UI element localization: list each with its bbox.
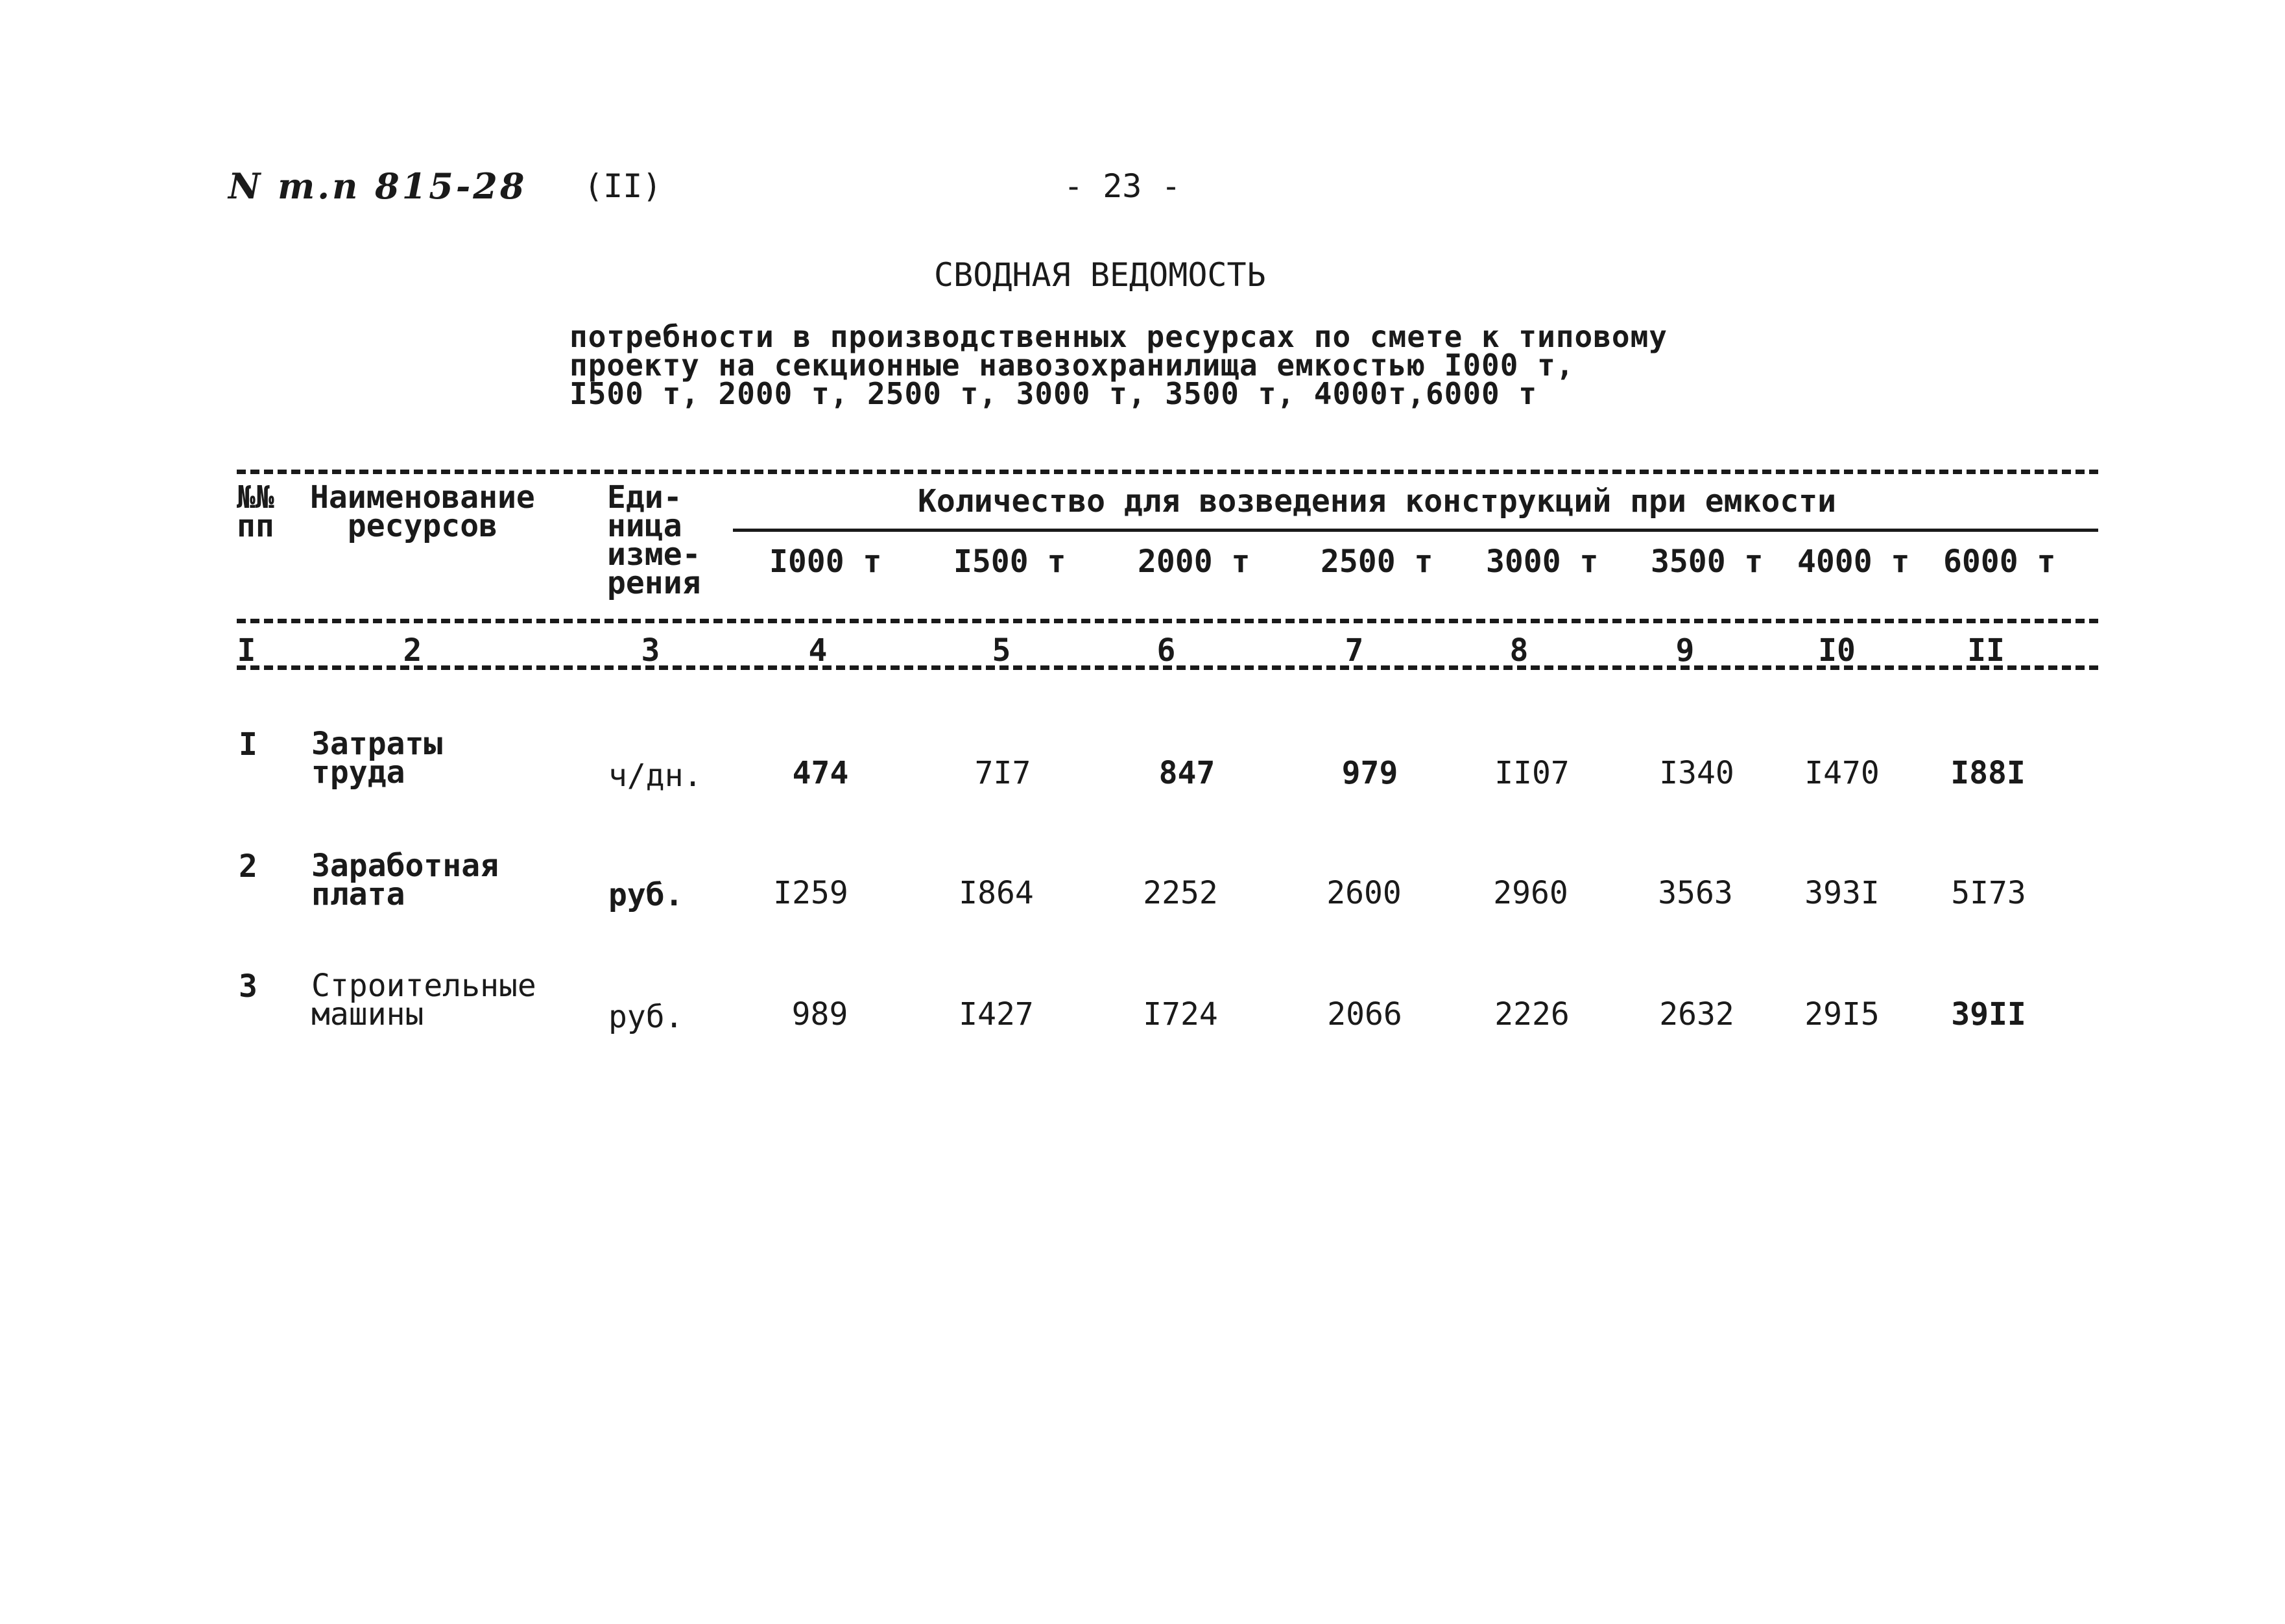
capacity-header: 6000 т (1943, 543, 2056, 580)
row-number: 3 (239, 968, 257, 1005)
capacity-header: 2000 т (1138, 543, 1250, 580)
capacity-header: 3000 т (1486, 543, 1599, 580)
capacity-header: 4000 т (1797, 543, 1910, 580)
row-name: Строительные машины (311, 968, 536, 1033)
document-title: СВОДНАЯ ВЕДОМОСТЬ (934, 256, 1266, 294)
group-header-underline (733, 529, 2098, 532)
column-number: I (237, 632, 256, 669)
table-cell: 3563 (1658, 875, 1733, 911)
row-number: 2 (239, 848, 257, 885)
table-cell: 5I73 (1951, 875, 2026, 911)
column-number: I0 (1818, 632, 1856, 669)
table-cell: 2600 (1326, 875, 1402, 911)
capacity-header: 2500 т (1321, 543, 1433, 580)
subtitle-line: проекту на секционные навозохранилища емкостью I000 т, (569, 348, 1575, 383)
column-number: 3 (641, 632, 660, 669)
column-number: 6 (1156, 632, 1176, 669)
table-cell: 39II (1951, 996, 2026, 1033)
table-cell: I259 (773, 875, 848, 911)
table-cell: 2226 (1494, 996, 1570, 1033)
column-number: II (1967, 632, 2005, 669)
column-header-name: Наименование ресурсов (310, 479, 535, 544)
row-unit: руб. (608, 877, 684, 913)
table-cell: 393I (1804, 875, 1880, 911)
row-unit: ч/дн. (608, 758, 702, 794)
subtitle-line: I500 т, 2000 т, 2500 т, 3000 т, 3500 т, 4000т,6000 т (569, 376, 1538, 411)
capacity-header: I000 т (769, 543, 882, 580)
row-unit: руб. (608, 999, 684, 1035)
table-cell: I340 (1659, 755, 1734, 791)
column-number: 7 (1345, 632, 1364, 669)
subtitle-line: потребности в производственных ресурсах по смете к типовому (569, 319, 1668, 354)
column-number: 9 (1675, 632, 1695, 669)
table-cell: 29I5 (1804, 996, 1880, 1033)
header-bottom-rule (237, 619, 2098, 623)
table-cell: 2252 (1143, 875, 1218, 911)
column-number: 5 (992, 632, 1011, 669)
table-cell: I470 (1804, 755, 1880, 791)
table-top-rule (237, 470, 2098, 474)
table-cell: 2066 (1327, 996, 1402, 1033)
document-number: N т.п 815-28 (228, 165, 527, 207)
row-name: Заработная плата (311, 848, 499, 913)
column-number: 4 (808, 632, 828, 669)
table-cell: 2632 (1659, 996, 1734, 1033)
row-name: Затраты труда (311, 726, 443, 791)
table-cell: 7I7 (974, 755, 1031, 791)
table-cell: 474 (792, 755, 849, 791)
column-group-header: Количество для возведения конструкций при емкости (918, 483, 1837, 519)
table-cell: I88I (1950, 755, 2026, 791)
column-header-unit: Еди- ница изме- рения (607, 479, 701, 601)
table-cell: I724 (1143, 996, 1218, 1033)
table-cell: I427 (959, 996, 1034, 1033)
capacity-header: 3500 т (1651, 543, 1764, 580)
table-cell: I864 (959, 875, 1034, 911)
document-subtitle (569, 319, 1668, 411)
column-number: 2 (403, 632, 422, 669)
row-number: I (239, 726, 257, 763)
table-cell: 2960 (1493, 875, 1568, 911)
table-cell: 847 (1158, 755, 1215, 791)
table-cell: 979 (1341, 755, 1398, 791)
table-cell: II07 (1494, 755, 1570, 791)
part-number: (II) (584, 167, 662, 205)
capacity-header: I500 т (953, 543, 1066, 580)
column-header-number: №№ пп (237, 479, 274, 544)
page-number: - 23 - (1064, 167, 1181, 205)
table-cell: 989 (791, 996, 848, 1033)
column-number: 8 (1509, 632, 1529, 669)
